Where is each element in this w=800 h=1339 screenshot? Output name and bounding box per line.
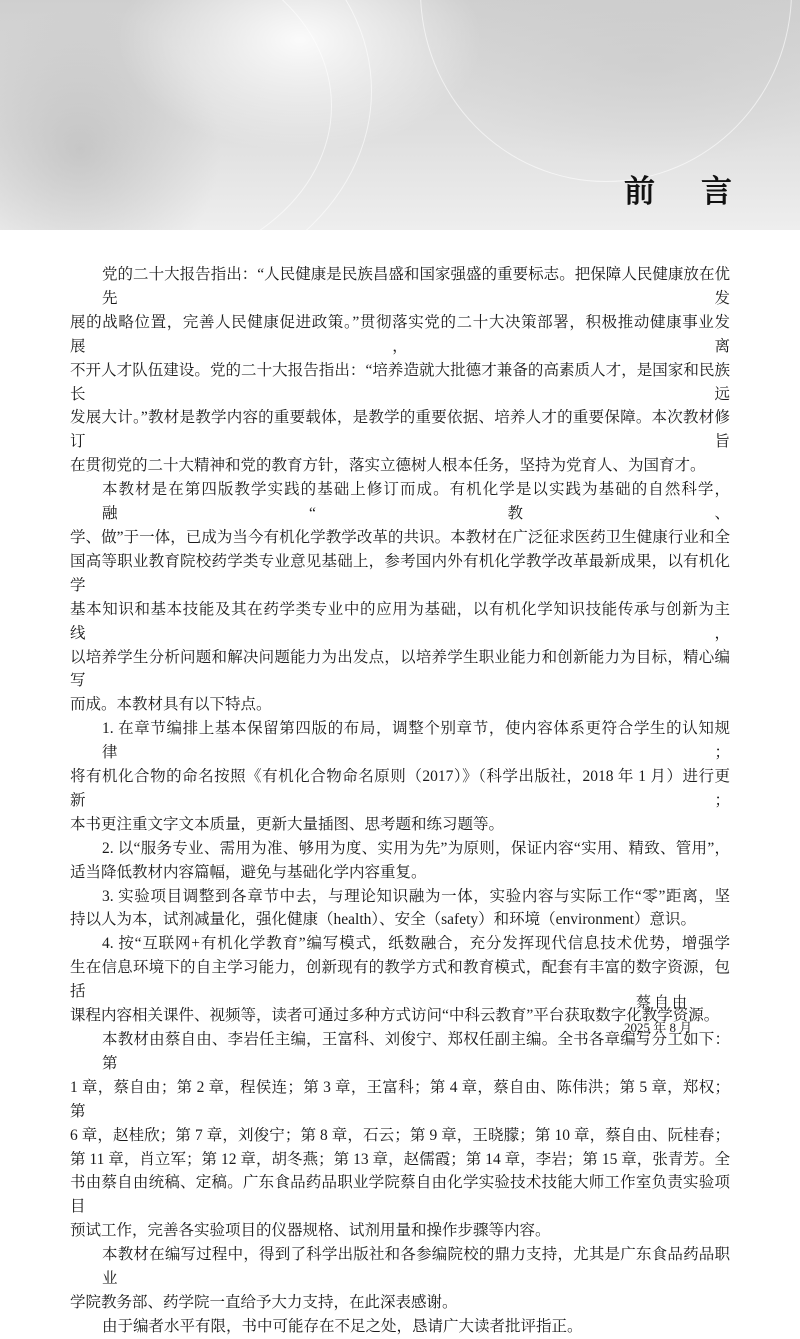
text-line: 第 11 章，肖立军；第 12 章，胡冬燕；第 13 章，赵儒霞；第 14 章，李岩；第 15 章，张青芳。全 [70,1150,730,1168]
text-line: 以培养学生分析问题和解决问题能力为出发点，以培养学生职业能力和创新能力为目标，精心编写 [70,648,730,690]
text-line: 6 章，赵桂欣；第 7 章，刘俊宁；第 8 章，石云；第 9 章，王晓朦；第 10 章，蔡自由、阮桂春； [70,1126,730,1144]
decorative-arc [420,0,792,182]
author-signature: 蔡自由 [636,995,691,1011]
text-line: 本教材在编写过程中，得到了科学出版社和各参编院校的鼎力支持，尤其是广东食品药品职业 [102,1246,730,1288]
text-line: 持以人为本，试剂减量化，强化健康（health）、安全（safety）和环境（environment）意识。 [70,911,696,929]
text-line: 由于编者水平有限，书中可能存在不足之处，恳请广大读者批评指正。 [102,1317,583,1335]
signature-date: 2025 年 8 月 [624,1020,693,1035]
paragraph [70,717,730,837]
text-line: 将有机化合物的命名按照《有机化合物命名原则（2017）》（科学出版社，2018 年 1 月）进行更新； [70,768,730,809]
text-line: 展的战略位置，完善人民健康促进政策。”贯彻落实党的二十大决策部署，积极推动健康事业发展，离 [70,313,730,355]
text-line: 4. 按“互联网+有机化学教育”编写模式，纸数融合，充分发挥现代信息技术优势，增强学 [102,935,730,953]
text-line: 1 章，蔡自由；第 2 章，程侯连；第 3 章，王富科；第 4 章，蔡自由、陈伟洪；第 5 章，郑权；第 [70,1078,730,1120]
paragraph [70,478,730,717]
decorative-arc [0,0,332,230]
text-line: 预试工作，完善各实验项目的仪器规格、试剂用量和操作步骤等内容。 [70,1222,551,1240]
text-line: 学院教务部、药学院一直给予大力支持，在此深表感谢。 [70,1293,458,1311]
text-line: 在贯彻党的二十大精神和党的教育方针，落实立德树人根本任务，坚持为党育人、为国育才。 [70,457,706,475]
text-line: 书由蔡自由统稿、定稿。广东食品药品职业学院蔡自由化学实验技术技能大师工作室负责实验项目 [70,1174,730,1216]
paragraph [70,1315,730,1339]
text-line: 本书更注重文字文本质量，更新大量插图、思考题和练习题等。 [70,815,505,833]
text-line: 生在信息环境下的自主学习能力，创新现有的教学方式和教育模式，配套有丰富的数字资源，包括 [70,959,730,1001]
text-line: 3. 实验项目调整到各章节中去，与理论知识融为一体，实验内容与实际工作“零”距离，坚 [102,887,730,905]
text-line: 本教材由蔡自由、李岩任主编，王富科、刘俊宁、郑权任副主编。全书各章编写分工如下：第 [102,1031,730,1072]
text-line: 而成。本教材具有以下特点。 [70,696,272,714]
text-line: 2. 以“服务专业、需用为准、够用为度、实用为先”为原则，保证内容“实用、精致、管用”， [102,839,730,857]
paragraph [70,1243,730,1315]
paragraph [70,263,730,478]
text-line: 本教材是在第四版教学实践的基础上修订而成。有机化学是以实践为基础的自然科学，融“教、 [102,481,730,523]
text-line: 课程内容相关课件、视频等，读者可通过多种方式访问“中科云教育”平台获取数字化教学资源。 [70,1007,720,1025]
text-line: 国高等职业教育院校药学类专业意见基础上，参考国内外有机化学教学改革最新成果，以有机化学 [70,552,730,594]
preface-body [70,263,730,1339]
decorative-header-banner [0,0,800,230]
paragraph [70,932,730,1028]
text-line: 适当降低教材内容篇幅，避免与基础化学内容重复。 [70,863,427,881]
text-line: 不开人才队伍建设。党的二十大报告指出：“培养造就大批德才兼备的高素质人才，是国家和民族长远 [70,361,730,403]
text-line: 基本知识和基本技能及其在药学类专业中的应用为基础，以有机化学知识技能传承与创新为主线， [70,600,730,642]
text-line: 1. 在章节编排上基本保留第四版的布局，调整个别章节，使内容体系更符合学生的认知规律； [102,720,730,762]
paragraph [70,885,730,933]
paragraph [70,1028,730,1243]
text-line: 党的二十大报告指出：“人民健康是民族昌盛和国家强盛的重要标志。把保障人民健康放在优先发 [102,266,730,307]
text-line: 发展大计。”教材是教学内容的重要载体，是教学的重要依据、培养人才的重要保障。本次教材修订旨 [70,409,730,451]
text-line: 学、做”于一体，已成为当今有机化学教学改革的共识。本教材在广泛征求医药卫生健康行业和全 [70,528,730,546]
page-title: 前言 [624,174,778,209]
paragraph [70,837,730,885]
